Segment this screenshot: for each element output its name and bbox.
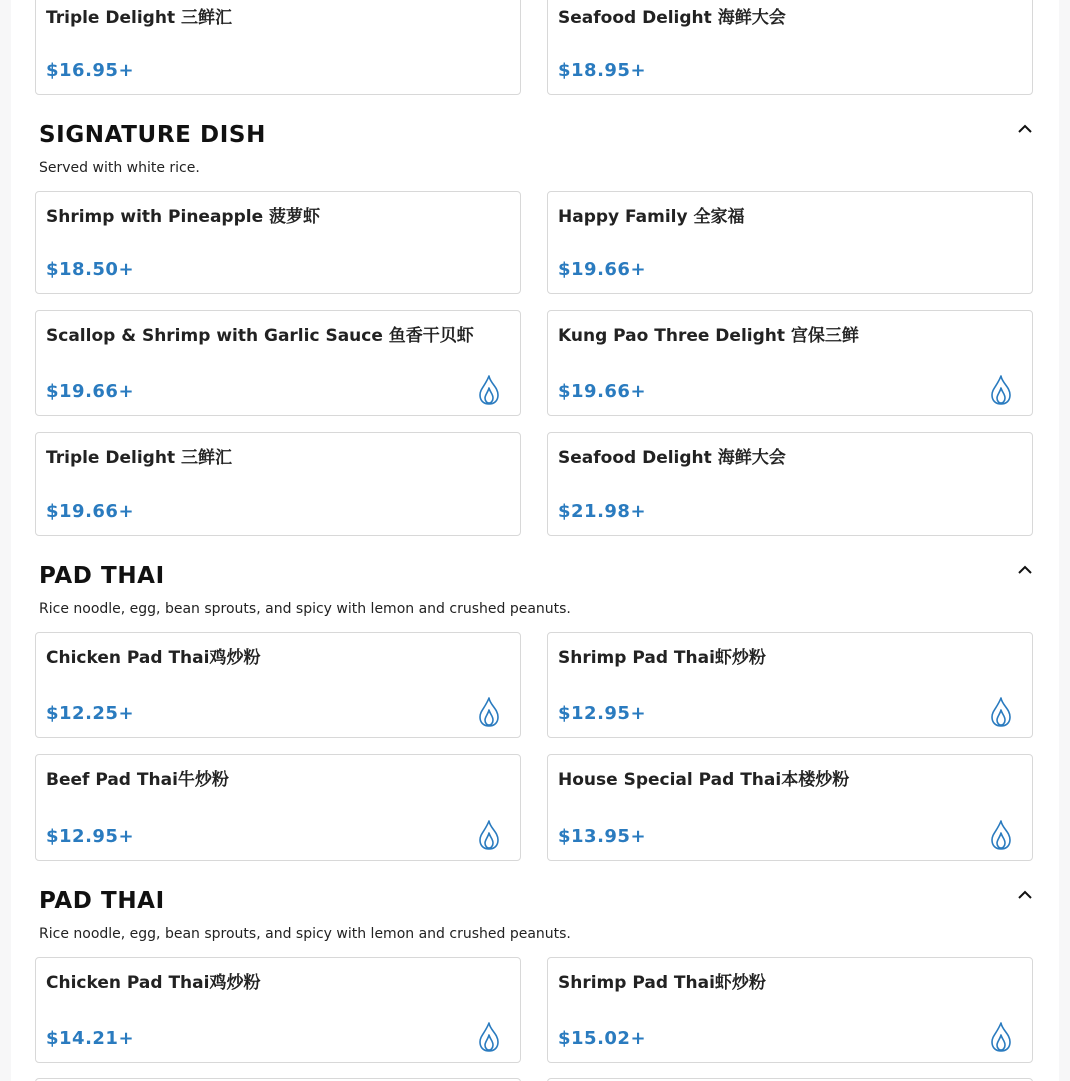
menu-item-card[interactable] xyxy=(35,754,521,861)
menu-item-card[interactable] xyxy=(35,432,521,536)
item-price: $12.25+ xyxy=(46,703,135,724)
menu-item-card[interactable] xyxy=(35,191,521,294)
flame-icon xyxy=(988,374,1014,406)
item-name: Chicken Pad Thai鸡炒粉 xyxy=(46,973,261,993)
menu-item-card[interactable] xyxy=(547,432,1033,536)
menu-item-card[interactable] xyxy=(547,0,1033,95)
item-price: $12.95+ xyxy=(558,703,647,724)
item-price: $14.21+ xyxy=(46,1028,135,1049)
menu-item-card[interactable] xyxy=(35,632,521,738)
flame-icon xyxy=(988,1021,1014,1053)
item-name: Shrimp Pad Thai虾炒粉 xyxy=(558,973,766,993)
section-title: PAD THAI xyxy=(39,888,165,914)
item-price: $19.66+ xyxy=(46,381,135,402)
item-price: $18.50+ xyxy=(46,259,135,280)
item-price: $12.95+ xyxy=(46,826,135,847)
chevron-up-icon[interactable] xyxy=(1017,564,1033,576)
item-price: $19.66+ xyxy=(558,259,647,280)
item-name: Seafood Delight 海鲜大会 xyxy=(558,448,786,468)
menu-item-card[interactable] xyxy=(35,0,521,95)
item-price: $21.98+ xyxy=(558,501,647,522)
item-price: $19.66+ xyxy=(558,381,647,402)
menu-item-card[interactable] xyxy=(35,310,521,416)
flame-icon xyxy=(988,819,1014,851)
item-name: Beef Pad Thai牛炒粉 xyxy=(46,770,229,790)
section-description: Served with white rice. xyxy=(39,160,200,176)
item-price: $15.02+ xyxy=(558,1028,647,1049)
item-price: $13.95+ xyxy=(558,826,647,847)
section-description: Rice noodle, egg, bean sprouts, and spicy with lemon and crushed peanuts. xyxy=(39,601,571,617)
item-name: Seafood Delight 海鲜大会 xyxy=(558,8,786,28)
section-title: PAD THAI xyxy=(39,563,165,589)
item-name: House Special Pad Thai本楼炒粉 xyxy=(558,770,850,790)
item-name: Shrimp with Pineapple 菠萝虾 xyxy=(46,207,321,227)
flame-icon xyxy=(476,696,502,728)
menu-page xyxy=(11,0,1059,1081)
chevron-up-icon[interactable] xyxy=(1017,889,1033,901)
item-name: Chicken Pad Thai鸡炒粉 xyxy=(46,648,261,668)
flame-icon xyxy=(988,696,1014,728)
chevron-up-icon[interactable] xyxy=(1017,123,1033,135)
section-description: Rice noodle, egg, bean sprouts, and spicy with lemon and crushed peanuts. xyxy=(39,926,571,942)
flame-icon xyxy=(476,374,502,406)
item-name: Kung Pao Three Delight 宫保三鲜 xyxy=(558,326,859,346)
item-price: $16.95+ xyxy=(46,60,135,81)
menu-item-card[interactable] xyxy=(547,754,1033,861)
section-title: SIGNATURE DISH xyxy=(39,122,266,148)
item-price: $18.95+ xyxy=(558,60,647,81)
menu-item-card[interactable] xyxy=(547,191,1033,294)
item-name: Shrimp Pad Thai虾炒粉 xyxy=(558,648,766,668)
menu-item-card[interactable] xyxy=(547,632,1033,738)
item-name: Triple Delight 三鲜汇 xyxy=(46,448,232,468)
item-name: Triple Delight 三鲜汇 xyxy=(46,8,232,28)
menu-item-card[interactable] xyxy=(35,957,521,1063)
item-name: Scallop & Shrimp with Garlic Sauce 鱼香干贝虾 xyxy=(46,326,474,346)
item-price: $19.66+ xyxy=(46,501,135,522)
item-name: Happy Family 全家福 xyxy=(558,207,745,227)
flame-icon xyxy=(476,1021,502,1053)
flame-icon xyxy=(476,819,502,851)
menu-item-card[interactable] xyxy=(547,310,1033,416)
menu-item-card[interactable] xyxy=(547,957,1033,1063)
